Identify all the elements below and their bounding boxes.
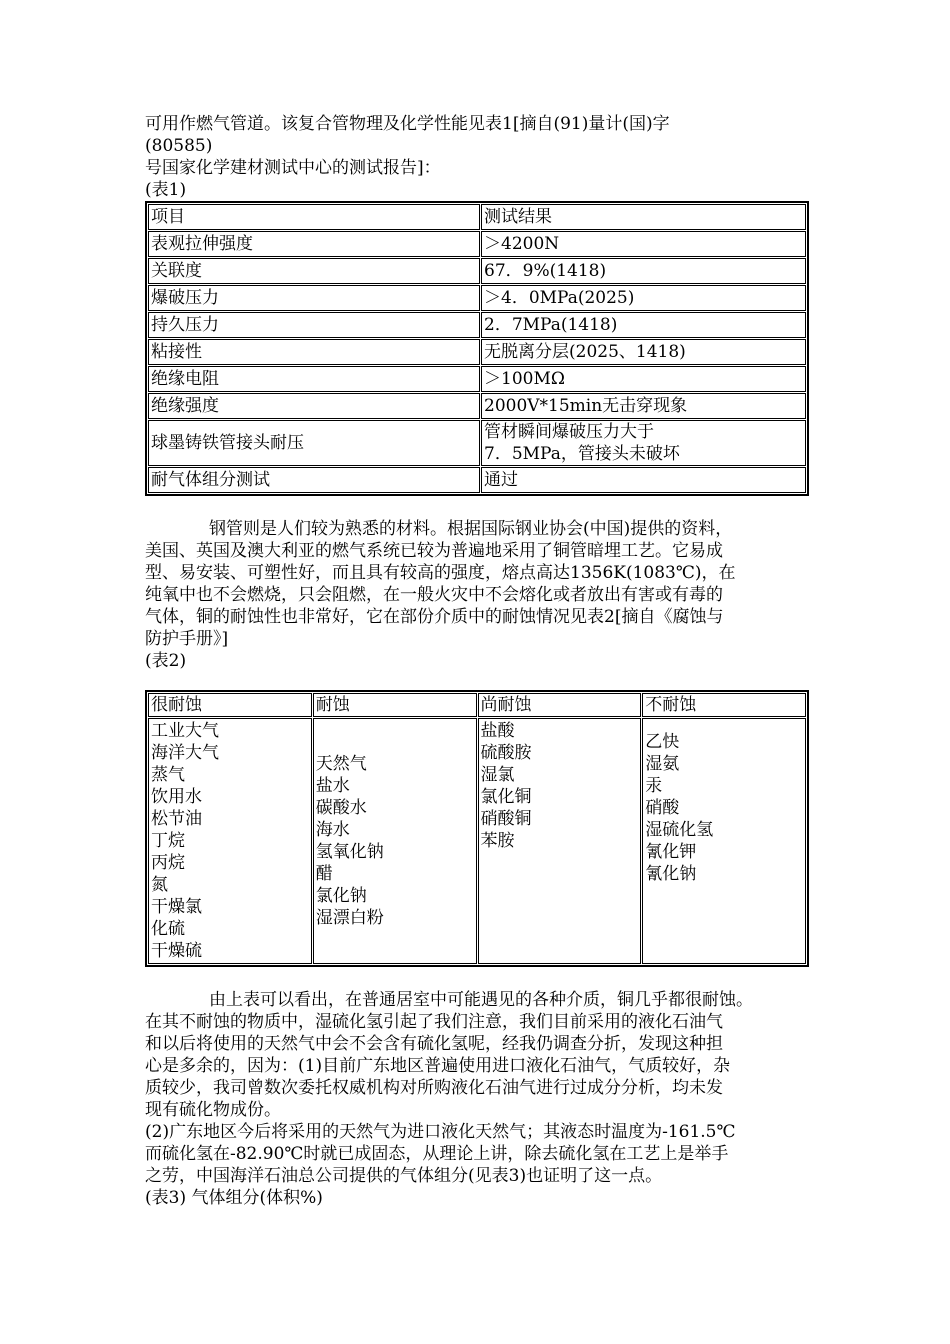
- paragraph-line: 气体，铜的耐蚀性也非常好，它在部份介质中的耐蚀情况见表2[摘自《腐蚀与: [145, 607, 724, 627]
- table-2: [145, 690, 809, 967]
- paragraph-line: 而硫化氢在-82.90℃时就已成固态，从理论上讲，除去硫化氢在工艺上是举手: [145, 1144, 729, 1164]
- table-cell-item: 持久压力: [148, 312, 480, 338]
- list-item: 海洋大气: [151, 743, 219, 763]
- list-item: 丁烷: [151, 831, 185, 851]
- intro-line-1: 可用作燃气管道。该复合管物理及化学性能见表1[摘自(91)量计(国)字: [145, 114, 670, 134]
- table-cell-result: 2．7MPa(1418): [481, 312, 806, 338]
- table-cell-result: [481, 420, 806, 466]
- paragraph-line: 钢管则是人们较为熟悉的材料。根据国际钢业协会(中国)提供的资料，: [209, 519, 733, 539]
- table-cell-result: 67．9%(1418): [481, 258, 806, 284]
- intro-line-2: (80585): [145, 136, 213, 156]
- list-item: 干燥硫: [151, 941, 202, 961]
- table-1: [145, 201, 809, 496]
- table-row: [148, 258, 806, 284]
- list-item: 碳酸水: [315, 798, 367, 818]
- table-cell-result-line: 管材瞬间爆破压力大于: [484, 422, 654, 442]
- paragraph-line: 型、易安装、可塑性好，而且具有较高的强度，熔点高达1356K(1083℃)，在: [145, 563, 736, 583]
- table-header-cell: 测试结果: [481, 204, 806, 230]
- paragraph-line: 和以后将使用的天然气中会不会含有硫化氢呢，经我仍调查分折，发现这种担: [145, 1034, 723, 1054]
- table-row: [148, 366, 806, 392]
- table-header-cell: 尚耐蚀: [478, 693, 642, 717]
- table-cell-item: 爆破压力: [148, 285, 480, 311]
- paragraph-line: 由上表可以看出，在普通居室中可能遇见的各种介质，铜几乎都很耐蚀。: [209, 990, 753, 1010]
- paragraph-line: 质较少，我司曾数次委托权威机构对所购液化石油气进行过成分分析，均未发: [145, 1078, 723, 1098]
- table1-caption: (表1): [145, 180, 187, 200]
- list-item: 汞: [645, 776, 663, 796]
- list-item: 氢氧化钠: [315, 842, 384, 862]
- list-item: 天然气: [315, 754, 367, 774]
- table-header-cell: 耐蚀: [313, 693, 477, 717]
- list-item: 饮用水: [151, 787, 202, 807]
- table-cell-result-line: 7．5MPa，管接头未破坏: [484, 444, 680, 464]
- table3-caption: (表3) 气体组分(体积%): [145, 1188, 323, 1208]
- list-item: 硝酸: [645, 798, 680, 818]
- paragraph-copper: [145, 518, 810, 672]
- paragraph-line: 现有硫化物成份。: [145, 1100, 281, 1120]
- list-item: 硝酸铜: [480, 809, 532, 829]
- list-item: 工业大气: [151, 721, 219, 741]
- table-cell-item: 表观拉伸强度: [148, 231, 480, 257]
- table-cell-result: ＞4．0MPa(2025): [481, 285, 806, 311]
- table-cell-item: 关联度: [148, 258, 480, 284]
- table2-caption: (表2): [145, 651, 187, 671]
- table-cell-item: 绝缘电阻: [148, 366, 480, 392]
- list-item: 化硫: [151, 919, 185, 939]
- paragraph-analysis: [145, 989, 810, 1209]
- table-cell-item: 耐气体组分测试: [148, 467, 480, 493]
- table-cell-result: 2000V*15min无击穿现象: [481, 393, 806, 419]
- list-item: 醋: [315, 864, 333, 884]
- list-item: 氰化钾: [645, 842, 697, 862]
- list-item: 盐水: [315, 776, 350, 796]
- list-item: 湿硫化氢: [645, 820, 714, 840]
- list-item: 盐酸: [480, 721, 515, 741]
- table-cell-item: 粘接性: [148, 339, 480, 365]
- table-header-cell: 项目: [148, 204, 480, 230]
- list-item: 硫酸胺: [480, 743, 532, 763]
- list-item: 蒸气: [151, 765, 185, 785]
- paragraph-line: 之劳，中国海洋石油总公司提供的气体组分(见表3)也证明了这一点。: [145, 1166, 663, 1186]
- list-item: 湿漂白粉: [315, 908, 384, 928]
- document-page: [145, 113, 810, 1209]
- table-cell-list: [313, 718, 477, 964]
- table-header-row: [148, 693, 806, 717]
- table-header-cell: 不耐蚀: [642, 693, 806, 717]
- intro-line-3: 号国家化学建材测试中心的测试报告]：: [145, 158, 441, 178]
- table-row: [148, 393, 806, 419]
- list-item: 乙快: [645, 732, 680, 752]
- list-item: 氯化钠: [315, 886, 367, 906]
- paragraph-line: 美国、英国及澳大利亚的燃气系统已较为普遍地采用了铜管暗埋工艺。它易成: [145, 541, 723, 561]
- list-item: 湿氯: [480, 765, 515, 785]
- table-row: [148, 285, 806, 311]
- table-row: [148, 339, 806, 365]
- list-item: 海水: [315, 820, 350, 840]
- table-cell-list: [148, 718, 312, 964]
- table-cell-result: 无脱离分层(2025、1418): [481, 339, 806, 365]
- paragraph-line: 心是多余的，因为：(1)目前广东地区普遍使用进口液化石油气，气质较好，杂: [145, 1056, 731, 1076]
- table-cell-list: [478, 718, 642, 964]
- paragraph-line: (2)广东地区今后将采用的天然气为进口液化天然气；其液态时温度为-161.5℃: [145, 1122, 736, 1142]
- table-cell-result: ＞100MΩ: [481, 366, 806, 392]
- paragraph-line: 防护手册》]: [145, 629, 229, 649]
- list-item: 氰化钠: [645, 864, 697, 884]
- list-item: 湿氨: [645, 754, 680, 774]
- list-item: 松节油: [151, 809, 202, 829]
- table-cell-item: 绝缘强度: [148, 393, 480, 419]
- list-item: 苯胺: [480, 831, 515, 851]
- table-row: [148, 312, 806, 338]
- table-row: [148, 718, 806, 964]
- table-cell-list: [642, 718, 806, 964]
- list-item: 丙烷: [151, 853, 185, 873]
- table-cell-item: 球墨铸铁管接头耐压: [148, 420, 480, 466]
- table-row: [148, 231, 806, 257]
- list-item: 干燥氯: [151, 897, 202, 917]
- table-row: [148, 467, 806, 493]
- table-header-row: [148, 204, 806, 230]
- table-row: [148, 420, 806, 466]
- paragraph-line: 在其不耐蚀的物质中，湿硫化氢引起了我们注意，我们目前采用的液化石油气: [145, 1012, 723, 1032]
- table-header-cell: 很耐蚀: [148, 693, 312, 717]
- paragraph-line: 纯氧中也不会燃烧，只会阻燃，在一般火灾中不会熔化或者放出有害或有毒的: [145, 585, 723, 605]
- table-cell-result: ＞4200N: [481, 231, 806, 257]
- table-cell-result: 通过: [481, 467, 806, 493]
- list-item: 氮: [151, 875, 168, 895]
- list-item: 氯化铜: [480, 787, 532, 807]
